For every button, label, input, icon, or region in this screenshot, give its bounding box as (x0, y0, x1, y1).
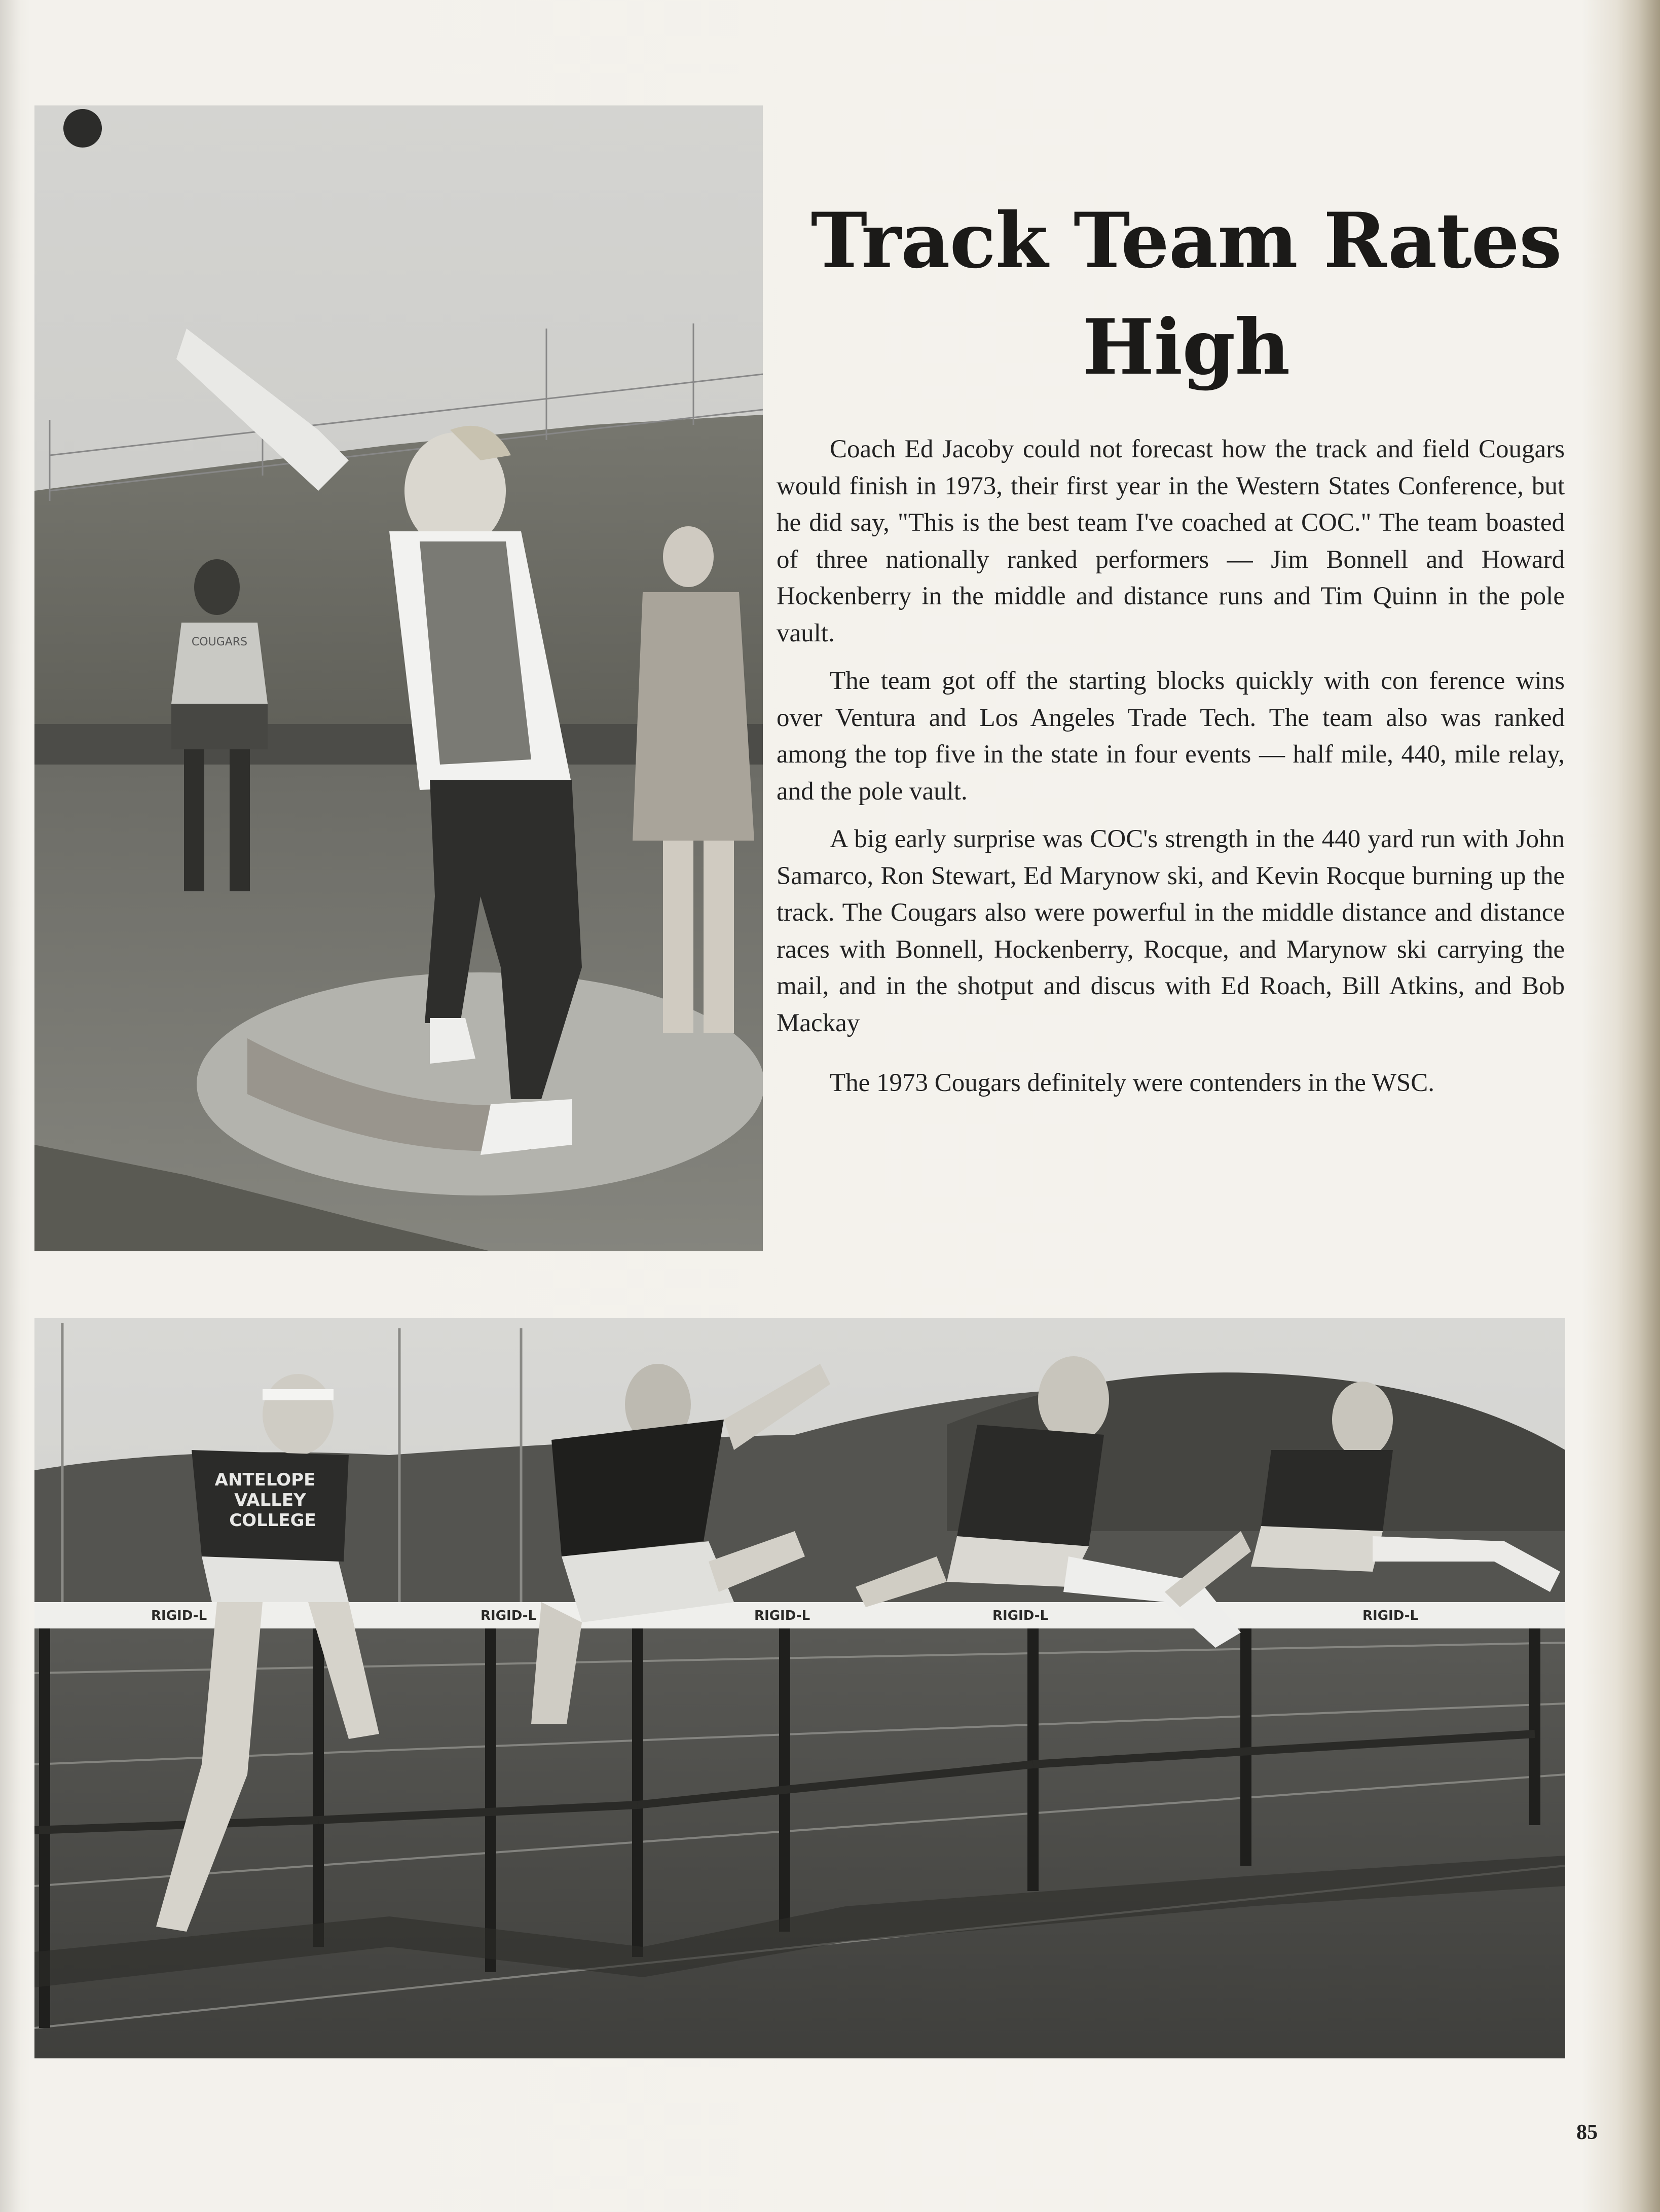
jersey-text: COUGARS (191, 636, 248, 648)
binding-shadow (0, 0, 20, 2212)
shotput-photo (34, 105, 763, 1251)
hurdle-label: RIGID-L (151, 1608, 207, 1623)
shotput-scene (34, 105, 763, 1251)
hurdle-label: RIGID-L (481, 1608, 537, 1623)
hurdles-scene (34, 1318, 1565, 2058)
jersey-text: COLLEGE (229, 1510, 316, 1531)
jersey-text: VALLEY (234, 1490, 306, 1510)
jersey-text: ANTELOPE (214, 1470, 316, 1490)
hurdles-photo (34, 1318, 1565, 2058)
hurdle-label: RIGID-L (992, 1608, 1049, 1623)
page-number: 85 (1576, 2121, 1598, 2144)
paragraph: The team got off the starting blocks quickly with con ference wins over Ventura and Los Angeles Trade Tech. The team also was ranked among the top five in the state in four events — half mile, 440, mile relay, and the pole vault. (777, 667, 1565, 806)
article-title: Track Team Rates High (810, 196, 1562, 392)
article-body (777, 431, 1565, 1113)
hurdle-label: RIGID-L (754, 1608, 810, 1623)
shot-ball (63, 109, 102, 148)
paragraph: Coach Ed Jacoby could not forecast how the track and field Cougars would finish in 1973, their first year in the Western States Conference, but he did say, "This is the best team I've coached at COC." The team boasted of three nationally ranked performers — Jim Bonnell and Howard Hockenberry in the middle and distance runs and Tim Quinn in the pole vault. (777, 435, 1565, 647)
paragraph: A big early surprise was COC's strength in the 440 yard run with John Samarco, Ron Stewart, Ed Marynow ski, and Kevin Rocque burning up the track. The Cougars also were powerful in the middle distance and distance races with Bonnell, Hockenberry, Rocque, and Marynow ski carrying the mail, and in the shotput and discus with Ed Roach, Bill Atkins, and Bob Mackay (777, 825, 1565, 1037)
paragraph: The 1973 Cougars definitely were contenders in the WSC. (830, 1069, 1435, 1097)
hurdle-label: RIGID-L (1362, 1608, 1419, 1623)
